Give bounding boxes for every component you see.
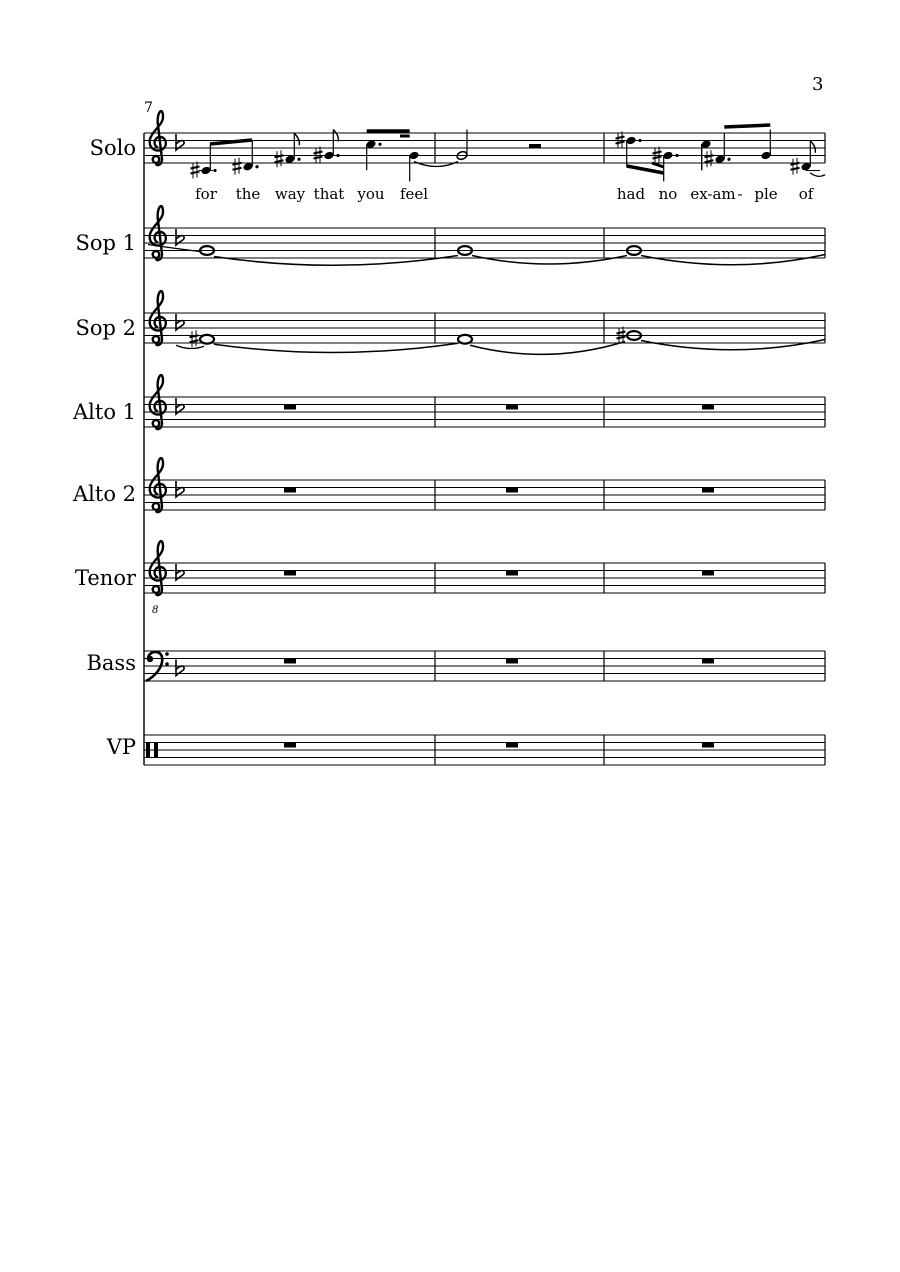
augmentation-dot — [727, 158, 730, 161]
whole-rest-icon — [284, 405, 296, 410]
instrument-name-solo: Solo — [89, 136, 136, 160]
tie — [414, 162, 458, 167]
whole-rest-icon — [506, 488, 518, 493]
treble-clef-icon — [150, 375, 166, 429]
percussion-clef-icon — [146, 743, 150, 757]
sharp-icon — [791, 158, 800, 175]
augmentation-dot — [378, 143, 381, 146]
note-flag — [333, 130, 338, 142]
sharp-icon — [275, 150, 284, 167]
treble-clef-icon — [150, 541, 166, 595]
instrument-name-sop1: Sop 1 — [75, 231, 136, 255]
tie — [641, 255, 825, 265]
augmentation-dot — [336, 154, 339, 157]
lyric-syllable: had — [616, 185, 646, 203]
whole-rest-icon — [284, 743, 296, 748]
note-flag — [810, 141, 815, 153]
lyric-syllable: the — [235, 185, 261, 203]
lyric-syllable: no — [658, 185, 678, 203]
whole-rest-icon — [702, 405, 714, 410]
augmentation-dot — [255, 165, 258, 168]
augmentation-dot — [297, 158, 300, 161]
whole-note — [458, 335, 472, 344]
whole-rest-icon — [702, 659, 714, 664]
lyric-syllable: feel — [399, 185, 429, 203]
whole-rest-icon — [506, 405, 518, 410]
slur — [176, 345, 204, 348]
instrument-name-bass: Bass — [86, 651, 136, 675]
slur — [214, 343, 458, 352]
augmentation-dot — [213, 169, 216, 172]
treble-clef-icon — [150, 206, 166, 260]
lyric-syllable: ex-am — [690, 185, 736, 203]
beam — [627, 166, 664, 173]
whole-rest-icon — [284, 659, 296, 664]
sharp-icon — [191, 162, 200, 179]
whole-rest-icon — [284, 571, 296, 576]
tie — [214, 256, 458, 266]
note-flag — [294, 133, 299, 145]
whole-note — [200, 335, 214, 344]
whole-rest-icon — [506, 743, 518, 748]
instrument-name-alto2: Alto 2 — [73, 482, 136, 506]
lyric-syllable: way — [274, 185, 306, 203]
octave-marker: 8 — [152, 605, 159, 616]
whole-rest-icon — [284, 488, 296, 493]
percussion-clef-icon — [154, 743, 158, 757]
lyric-syllable: that — [313, 185, 345, 203]
whole-rest-icon — [702, 488, 714, 493]
notation-marks — [146, 111, 825, 757]
whole-rest-icon — [506, 659, 518, 664]
beam — [652, 163, 664, 167]
lyric-syllable: ple — [754, 185, 778, 203]
measure-number: 7 — [144, 100, 153, 116]
lyric-syllable: you — [357, 185, 385, 203]
augmentation-dot — [675, 154, 678, 157]
half-rest-icon — [529, 144, 541, 149]
tie — [641, 340, 825, 350]
page-number: 3 — [812, 74, 824, 95]
beam — [724, 125, 770, 127]
whole-rest-icon — [702, 743, 714, 748]
treble-clef-icon — [150, 111, 166, 165]
sharp-icon — [233, 158, 242, 175]
instrument-name-sop2: Sop 2 — [75, 316, 136, 340]
lyric-hyphen: - — [737, 185, 743, 203]
whole-rest-icon — [506, 571, 518, 576]
augmentation-dot — [638, 139, 641, 142]
treble-clef-icon — [150, 291, 166, 345]
treble-clef-icon — [150, 458, 166, 512]
staff-group — [144, 133, 825, 765]
whole-rest-icon — [702, 571, 714, 576]
instrument-name-vp: VP — [106, 735, 136, 759]
sharp-icon — [705, 150, 714, 167]
lyric-syllable: for — [195, 185, 217, 203]
sharp-icon — [190, 330, 199, 347]
instrument-name-tenor: Tenor — [74, 566, 136, 590]
lyric-syllable: of — [798, 185, 814, 203]
tie — [810, 173, 825, 177]
instrument-name-alto1: Alto 1 — [73, 400, 136, 424]
